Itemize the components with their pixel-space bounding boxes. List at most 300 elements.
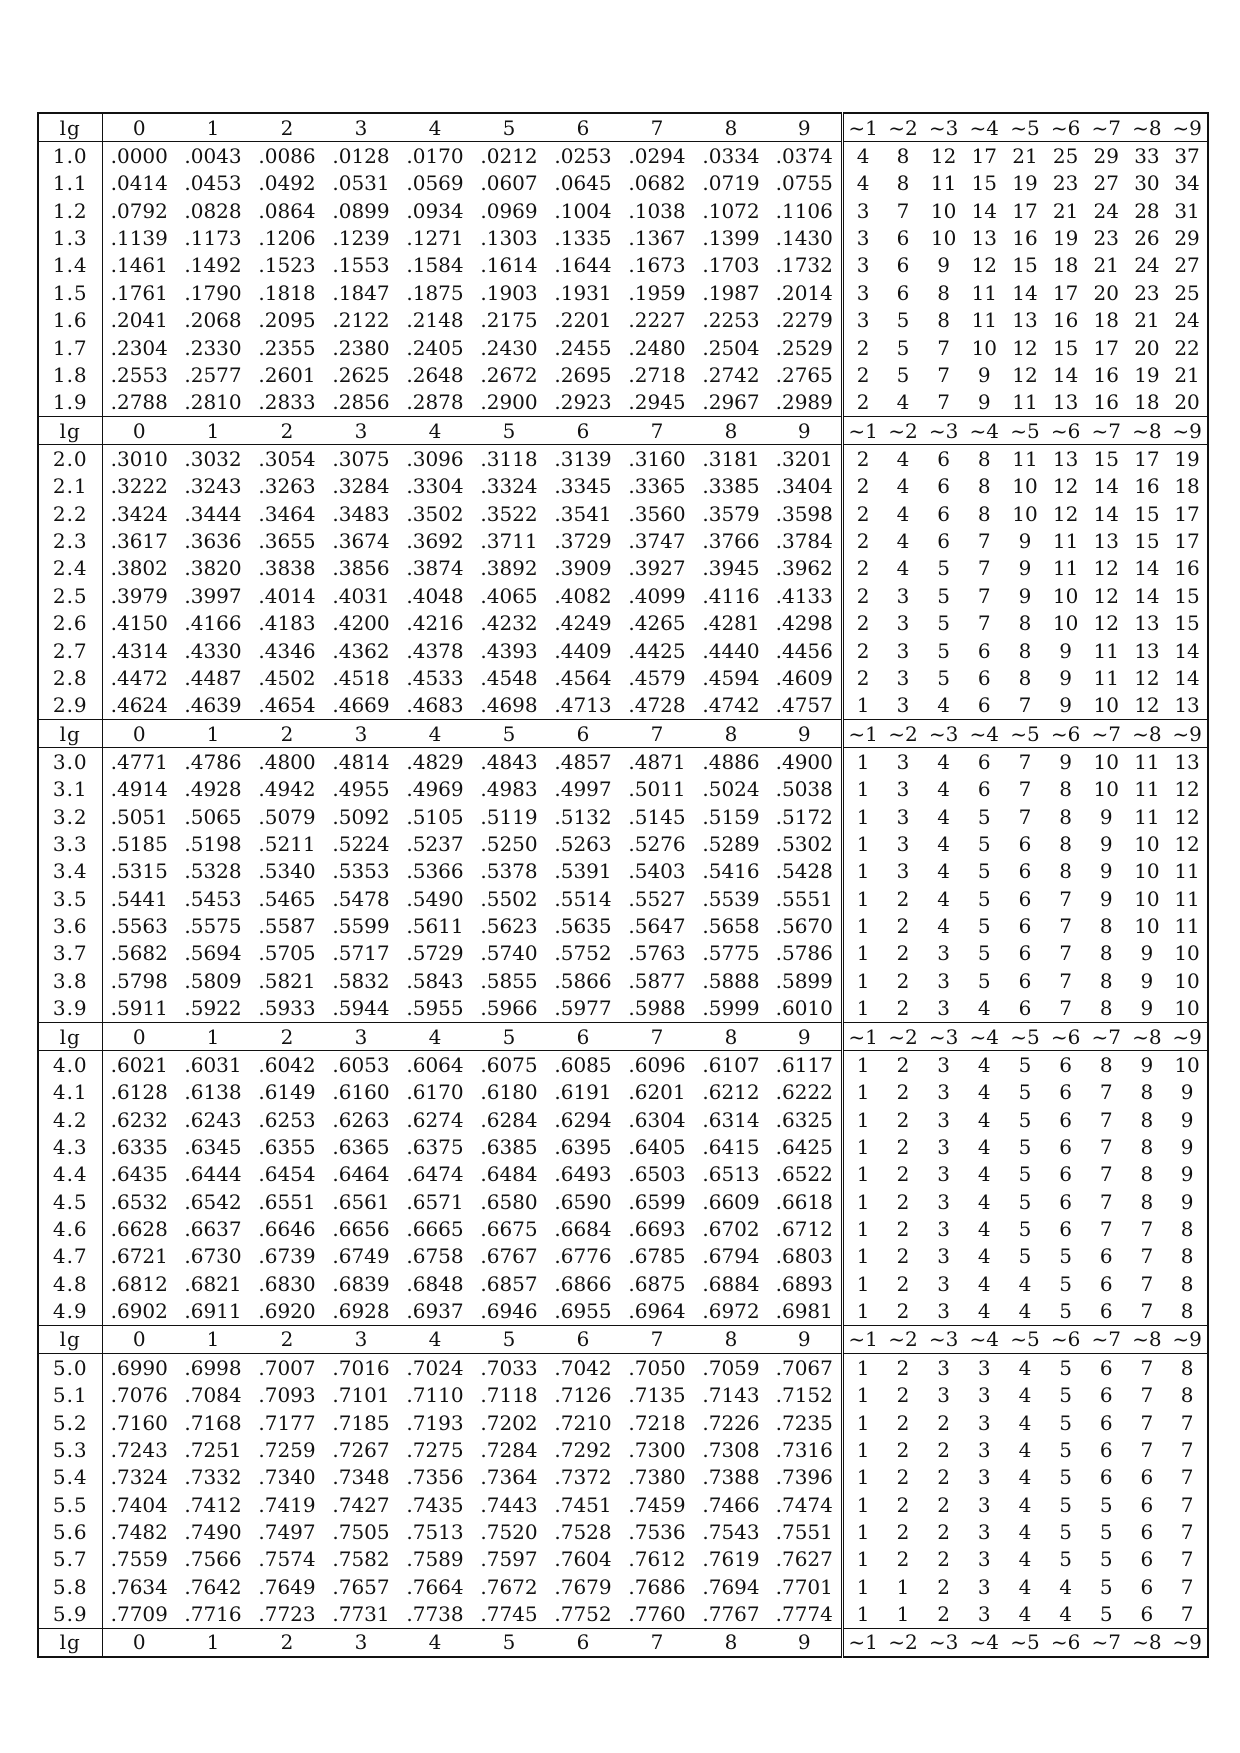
- mean-difference-cell: 23: [1093, 226, 1119, 251]
- header-row: [38, 416, 1208, 444]
- header-main-col: 0: [102, 719, 176, 747]
- mantissa-cell: .3997: [184, 583, 242, 608]
- mantissa-cell: .4579: [628, 665, 686, 690]
- mantissa-cell: .5428: [775, 859, 833, 884]
- mean-difference-cell: 4: [977, 1107, 991, 1132]
- mantissa-cell: .5478: [332, 886, 390, 911]
- header-diff-col: ~3: [923, 1628, 964, 1657]
- table-body: [38, 113, 1208, 1657]
- mantissa-cell: .4166: [184, 611, 242, 636]
- mean-difference-cell: 2: [842, 555, 883, 582]
- mean-difference-cell: 6: [1099, 1244, 1113, 1269]
- mantissa-cell: .2765: [775, 362, 833, 387]
- mantissa-cell: .3909: [554, 556, 612, 581]
- mantissa-cell: .4183: [258, 611, 316, 636]
- mean-difference-cell: 5: [1059, 1492, 1072, 1517]
- header-main-col: 0: [102, 113, 176, 142]
- mean-difference-cell: 10: [1134, 859, 1160, 884]
- mean-difference-cell: 19: [1052, 226, 1079, 251]
- mantissa-cell: .2405: [406, 335, 464, 360]
- mean-difference-cell: 1: [842, 1409, 883, 1436]
- mean-difference-cell: 4: [896, 501, 910, 526]
- mean-difference-cell: 2: [896, 1107, 910, 1132]
- mantissa-cell: .7752: [554, 1602, 612, 1627]
- mantissa-cell: .2577: [184, 362, 242, 387]
- mantissa-cell: .6365: [332, 1134, 390, 1159]
- table-row: [38, 473, 1208, 500]
- mean-difference-cell: 18: [1134, 390, 1160, 415]
- mean-difference-cell: 8: [1099, 914, 1113, 939]
- mean-difference-cell: 2: [896, 1134, 910, 1159]
- mantissa-cell: .5694: [184, 941, 242, 966]
- mean-difference-cell: 8: [1180, 1271, 1194, 1296]
- mean-difference-cell: 17: [1134, 446, 1160, 471]
- mantissa-cell: .4742: [702, 693, 760, 718]
- mean-difference-cell: 4: [842, 170, 883, 197]
- row-argument: 1.8: [38, 361, 102, 388]
- mantissa-cell: .3711: [480, 529, 538, 554]
- row-argument: 3.4: [38, 858, 102, 885]
- mean-difference-cell: 6: [1059, 1217, 1072, 1242]
- row-argument: 2.7: [38, 637, 102, 664]
- mantissa-cell: .2648: [406, 362, 464, 387]
- mantissa-cell: .2529: [775, 335, 833, 360]
- mantissa-cell: .2430: [480, 335, 538, 360]
- header-arg-label: lg: [38, 719, 102, 747]
- mean-difference-cell: 9: [1018, 556, 1032, 581]
- mantissa-cell: .2201: [554, 308, 612, 333]
- mantissa-cell: .5079: [258, 804, 316, 829]
- table-row: [38, 555, 1208, 582]
- row-argument: 3.8: [38, 967, 102, 994]
- header-main-col: 9: [768, 1325, 842, 1353]
- mantissa-cell: .7340: [258, 1465, 316, 1490]
- mantissa-cell: .3892: [480, 556, 538, 581]
- mantissa-cell: .2900: [480, 390, 538, 415]
- mantissa-cell: .6599: [628, 1189, 686, 1214]
- mean-difference-cell: 3: [896, 832, 910, 857]
- mantissa-cell: .1430: [775, 226, 833, 251]
- mean-difference-cell: 4: [937, 804, 950, 829]
- table-row: [38, 1243, 1208, 1270]
- mean-difference-cell: 13: [1134, 638, 1160, 663]
- header-diff-col: ~4: [964, 1022, 1005, 1050]
- mantissa-cell: .6998: [184, 1355, 242, 1380]
- mean-difference-cell: 16: [1052, 308, 1079, 333]
- mantissa-cell: .6646: [258, 1217, 316, 1242]
- mean-difference-cell: 2: [896, 1520, 910, 1544]
- mantissa-cell: .7160: [110, 1410, 168, 1435]
- mantissa-cell: .1732: [775, 253, 833, 278]
- mean-difference-cell: 21: [1093, 253, 1119, 278]
- mean-difference-cell: 6: [1140, 1465, 1154, 1490]
- mean-difference-cell: 2: [937, 1410, 950, 1435]
- mean-difference-cell: 8: [1180, 1383, 1194, 1408]
- mantissa-cell: .1584: [406, 253, 464, 278]
- mantissa-cell: .6304: [628, 1107, 686, 1132]
- mean-difference-cell: 12: [1134, 693, 1160, 718]
- mantissa-cell: .5775: [702, 941, 760, 966]
- mean-difference-cell: 7: [1140, 1217, 1154, 1242]
- mean-difference-cell: 1: [842, 1215, 883, 1242]
- mantissa-cell: .0755: [775, 171, 833, 196]
- mantissa-cell: .3692: [406, 529, 464, 554]
- mantissa-cell: .6160: [332, 1080, 390, 1105]
- mantissa-cell: .5051: [110, 804, 168, 829]
- mantissa-cell: .0719: [702, 171, 760, 196]
- mantissa-cell: .2041: [110, 308, 168, 333]
- mean-difference-cell: 12: [1012, 362, 1038, 387]
- mantissa-cell: .5353: [332, 859, 390, 884]
- mantissa-cell: .0864: [258, 198, 316, 223]
- header-diff-col: ~1: [842, 113, 883, 142]
- mean-difference-cell: 3: [937, 1217, 950, 1242]
- header-arg-label: lg: [38, 1325, 102, 1353]
- mantissa-cell: .4249: [554, 611, 612, 636]
- mean-difference-cell: 7: [1099, 1217, 1113, 1242]
- mantissa-cell: .3222: [110, 474, 168, 499]
- mantissa-cell: .4216: [406, 611, 464, 636]
- table-row: [38, 995, 1208, 1023]
- mean-difference-cell: 4: [842, 142, 883, 170]
- mantissa-cell: .5490: [406, 886, 464, 911]
- mantissa-cell: .5635: [554, 914, 612, 939]
- mantissa-cell: .3444: [184, 501, 242, 526]
- mean-difference-cell: 10: [1174, 1052, 1200, 1077]
- mantissa-cell: .7612: [628, 1547, 686, 1572]
- mean-difference-cell: 2: [896, 968, 910, 993]
- mean-difference-cell: 3: [896, 693, 910, 718]
- mean-difference-cell: 2: [896, 1547, 910, 1572]
- table-row: [38, 1409, 1208, 1436]
- mantissa-cell: .7642: [184, 1574, 242, 1599]
- header-main-col: 2: [250, 1022, 324, 1050]
- mantissa-cell: .6875: [628, 1271, 686, 1296]
- header-diff-col: ~1: [842, 1022, 883, 1050]
- mantissa-cell: .3729: [554, 529, 612, 554]
- mantissa-cell: .3820: [184, 556, 242, 581]
- mean-difference-cell: 27: [1174, 253, 1200, 278]
- mantissa-cell: .7372: [554, 1465, 612, 1490]
- header-main-col: 3: [324, 1022, 398, 1050]
- header-diff-col: ~4: [964, 416, 1005, 444]
- mantissa-cell: .7505: [332, 1520, 390, 1544]
- mean-difference-cell: 9: [1099, 886, 1113, 911]
- header-diff-col: ~1: [842, 1628, 883, 1657]
- mantissa-cell: .2304: [110, 335, 168, 360]
- mean-difference-cell: 3: [937, 996, 950, 1021]
- mean-difference-cell: 19: [1134, 362, 1160, 387]
- mantissa-cell: .4698: [480, 693, 538, 718]
- row-argument: 3.0: [38, 748, 102, 776]
- mean-difference-cell: 6: [937, 501, 950, 526]
- mean-difference-cell: 5: [1018, 1134, 1032, 1159]
- mean-difference-cell: 26: [1134, 226, 1160, 251]
- mantissa-cell: .7177: [258, 1410, 316, 1435]
- mantissa-cell: .6946: [480, 1299, 538, 1324]
- mean-difference-cell: 21: [1012, 144, 1038, 169]
- mantissa-cell: .5211: [258, 832, 316, 857]
- mean-difference-cell: 4: [1018, 1355, 1032, 1380]
- header-main-col: 4: [398, 1628, 472, 1657]
- mean-difference-cell: 8: [1018, 665, 1032, 690]
- mantissa-cell: .0414: [110, 171, 168, 196]
- mean-difference-cell: 1: [842, 1354, 883, 1382]
- mean-difference-cell: 21: [1174, 362, 1200, 387]
- mantissa-cell: .7348: [332, 1465, 390, 1490]
- mean-difference-cell: 18: [1174, 474, 1200, 499]
- header-main-col: 2: [250, 719, 324, 747]
- mantissa-cell: .6803: [775, 1244, 833, 1269]
- mean-difference-cell: 11: [1052, 529, 1079, 554]
- mean-difference-cell: 11: [1174, 914, 1200, 939]
- mean-difference-cell: 1: [842, 1106, 883, 1133]
- mantissa-cell: .4314: [110, 638, 168, 663]
- header-diff-col: ~8: [1127, 1628, 1168, 1657]
- mean-difference-cell: 8: [1059, 777, 1072, 802]
- mantissa-cell: .5752: [554, 941, 612, 966]
- row-argument: 5.4: [38, 1464, 102, 1491]
- mantissa-cell: .5038: [775, 777, 833, 802]
- mean-difference-cell: 7: [1099, 1189, 1113, 1214]
- mean-difference-cell: 10: [930, 226, 957, 251]
- header-diff-col: ~7: [1086, 1628, 1127, 1657]
- mantissa-cell: .3784: [775, 529, 833, 554]
- mantissa-cell: .4814: [332, 749, 390, 774]
- mean-difference-cell: 9: [977, 390, 991, 415]
- mantissa-cell: .6675: [480, 1217, 538, 1242]
- mean-difference-cell: 17: [1093, 335, 1119, 360]
- mantissa-cell: .7101: [332, 1383, 390, 1408]
- mantissa-cell: .7497: [258, 1520, 316, 1544]
- mean-difference-cell: 7: [977, 611, 991, 636]
- row-argument: 5.8: [38, 1573, 102, 1600]
- mean-difference-cell: 6: [1018, 968, 1032, 993]
- mean-difference-cell: 17: [1174, 501, 1200, 526]
- mantissa-cell: .3636: [184, 529, 242, 554]
- mean-difference-cell: 2: [937, 1437, 950, 1462]
- table-row: [38, 1161, 1208, 1188]
- header-diff-col: ~6: [1045, 1022, 1086, 1050]
- mantissa-cell: .7007: [258, 1355, 316, 1380]
- mean-difference-cell: 3: [977, 1437, 991, 1462]
- mean-difference-cell: 4: [896, 474, 910, 499]
- mean-difference-cell: 14: [1093, 501, 1119, 526]
- header-main-col: 1: [176, 1325, 250, 1353]
- mantissa-cell: .7474: [775, 1492, 833, 1517]
- mean-difference-cell: 6: [1018, 832, 1032, 857]
- mean-difference-cell: 9: [1018, 529, 1032, 554]
- header-diff-col: ~1: [842, 416, 883, 444]
- mantissa-cell: .6532: [110, 1189, 168, 1214]
- mean-difference-cell: 9: [1180, 1189, 1194, 1214]
- mean-difference-cell: 7: [1180, 1465, 1194, 1490]
- mantissa-cell: .5575: [184, 914, 242, 939]
- mantissa-cell: .5821: [258, 968, 316, 993]
- mantissa-cell: .5391: [554, 859, 612, 884]
- mean-difference-cell: 8: [1099, 968, 1113, 993]
- mantissa-cell: .4969: [406, 777, 464, 802]
- header-row: [38, 113, 1208, 142]
- mantissa-cell: .3075: [332, 446, 390, 471]
- mean-difference-cell: 5: [937, 638, 950, 663]
- mean-difference-cell: 2: [896, 1162, 910, 1187]
- mean-difference-cell: 3: [896, 665, 910, 690]
- header-diff-col: ~2: [883, 719, 924, 747]
- header-diff-col: ~4: [964, 1325, 1005, 1353]
- table-row: [38, 1188, 1208, 1215]
- mean-difference-cell: 5: [1059, 1547, 1072, 1572]
- mantissa-cell: .6758: [406, 1244, 464, 1269]
- mean-difference-cell: 10: [1093, 693, 1119, 718]
- mean-difference-cell: 23: [1134, 280, 1160, 305]
- mantissa-cell: .2856: [332, 390, 390, 415]
- mean-difference-cell: 9: [1140, 968, 1154, 993]
- mantissa-cell: .7745: [480, 1602, 538, 1627]
- mean-difference-cell: 19: [1012, 171, 1038, 196]
- mean-difference-cell: 2: [896, 1244, 910, 1269]
- mean-difference-cell: 13: [1012, 308, 1038, 333]
- mean-difference-cell: 9: [1059, 638, 1072, 663]
- mean-difference-cell: 5: [977, 886, 991, 911]
- mantissa-cell: .5877: [628, 968, 686, 993]
- row-argument: 1.1: [38, 170, 102, 197]
- header-diff-col: ~2: [883, 1022, 924, 1050]
- mean-difference-cell: 4: [1018, 1437, 1032, 1462]
- mantissa-cell: .5145: [628, 804, 686, 829]
- mean-difference-cell: 7: [1099, 1080, 1113, 1105]
- mean-difference-cell: 6: [1059, 1107, 1072, 1132]
- mean-difference-cell: 3: [937, 1080, 950, 1105]
- mantissa-cell: .7110: [406, 1383, 464, 1408]
- mantissa-cell: .2718: [628, 362, 686, 387]
- mantissa-cell: .4829: [406, 749, 464, 774]
- mantissa-cell: .3874: [406, 556, 464, 581]
- mean-difference-cell: 5: [1099, 1520, 1113, 1544]
- mean-difference-cell: 2: [842, 637, 883, 664]
- mean-difference-cell: 1: [842, 1573, 883, 1600]
- mantissa-cell: .4564: [554, 665, 612, 690]
- mean-difference-cell: 4: [937, 749, 950, 774]
- mean-difference-cell: 15: [1093, 446, 1119, 471]
- mantissa-cell: .6042: [258, 1052, 316, 1077]
- row-argument: 3.6: [38, 912, 102, 939]
- mantissa-cell: .2330: [184, 335, 242, 360]
- mantissa-cell: .6513: [702, 1162, 760, 1187]
- mantissa-cell: .5658: [702, 914, 760, 939]
- mean-difference-cell: 1: [842, 1079, 883, 1106]
- mean-difference-cell: 2: [896, 1217, 910, 1242]
- mean-difference-cell: 10: [1134, 886, 1160, 911]
- mean-difference-cell: 9: [1180, 1134, 1194, 1159]
- mean-difference-cell: 6: [1099, 1465, 1113, 1490]
- mantissa-cell: .6075: [480, 1052, 538, 1077]
- mean-difference-cell: 1: [842, 1161, 883, 1188]
- mean-difference-cell: 9: [1059, 749, 1072, 774]
- mean-difference-cell: 7: [977, 556, 991, 581]
- mean-difference-cell: 11: [1134, 749, 1160, 774]
- mean-difference-cell: 7: [1018, 777, 1032, 802]
- mantissa-cell: .5955: [406, 996, 464, 1021]
- header-main-col: 8: [694, 1022, 768, 1050]
- mean-difference-cell: 6: [977, 665, 991, 690]
- header-main-col: 6: [546, 1022, 620, 1050]
- mantissa-cell: .1367: [628, 226, 686, 251]
- row-argument: 2.6: [38, 609, 102, 636]
- mantissa-cell: .7308: [702, 1437, 760, 1462]
- header-main-col: 4: [398, 113, 472, 142]
- mean-difference-cell: 3: [937, 1189, 950, 1214]
- mean-difference-cell: 3: [842, 279, 883, 306]
- mantissa-cell: .2695: [554, 362, 612, 387]
- mantissa-cell: .3304: [406, 474, 464, 499]
- mantissa-cell: .7597: [480, 1547, 538, 1572]
- table-row: [38, 1051, 1208, 1079]
- header-diff-col: ~8: [1127, 719, 1168, 747]
- mean-difference-cell: 3: [937, 968, 950, 993]
- header-main-col: 8: [694, 1628, 768, 1657]
- mantissa-cell: .3945: [702, 556, 760, 581]
- mean-difference-cell: 9: [1180, 1080, 1194, 1105]
- mean-difference-cell: 3: [842, 252, 883, 279]
- header-main-col: 5: [472, 416, 546, 444]
- mantissa-cell: .1523: [258, 253, 316, 278]
- mantissa-cell: .7738: [406, 1602, 464, 1627]
- mean-difference-cell: 4: [937, 886, 950, 911]
- mantissa-cell: .3541: [554, 501, 612, 526]
- mean-difference-cell: 21: [1052, 198, 1079, 223]
- header-diff-col: ~6: [1045, 416, 1086, 444]
- mantissa-cell: .5159: [702, 804, 760, 829]
- header-main-col: 5: [472, 1022, 546, 1050]
- mantissa-cell: .4281: [702, 611, 760, 636]
- mantissa-cell: .7016: [332, 1355, 390, 1380]
- table-row: [38, 527, 1208, 554]
- mantissa-cell: .7118: [480, 1383, 538, 1408]
- mean-difference-cell: 3: [896, 638, 910, 663]
- row-argument: 1.4: [38, 252, 102, 279]
- mean-difference-cell: 7: [1180, 1437, 1194, 1462]
- mean-difference-cell: 2: [842, 445, 883, 473]
- row-argument: 3.2: [38, 803, 102, 830]
- mantissa-cell: .7694: [702, 1574, 760, 1599]
- mantissa-cell: .1875: [406, 280, 464, 305]
- mean-difference-cell: 12: [1052, 501, 1079, 526]
- row-argument: 1.5: [38, 279, 102, 306]
- mean-difference-cell: 7: [1140, 1410, 1154, 1435]
- mean-difference-cell: 3: [896, 804, 910, 829]
- mean-difference-cell: 4: [1059, 1574, 1072, 1599]
- mean-difference-cell: 5: [977, 941, 991, 966]
- mantissa-cell: .4548: [480, 665, 538, 690]
- mean-difference-cell: 18: [1052, 253, 1079, 278]
- mantissa-cell: .1335: [554, 226, 612, 251]
- mantissa-cell: .6902: [110, 1299, 168, 1324]
- mantissa-cell: .5185: [110, 832, 168, 857]
- mantissa-cell: .7459: [628, 1492, 686, 1517]
- mantissa-cell: .5105: [406, 804, 464, 829]
- mean-difference-cell: 10: [1012, 501, 1038, 526]
- mantissa-cell: .6551: [258, 1189, 316, 1214]
- mean-difference-cell: 1: [842, 1188, 883, 1215]
- mean-difference-cell: 7: [977, 529, 991, 554]
- mean-difference-cell: 6: [1099, 1410, 1113, 1435]
- mantissa-cell: .3181: [702, 446, 760, 471]
- mantissa-cell: .0086: [258, 144, 316, 169]
- mantissa-cell: .5717: [332, 941, 390, 966]
- mean-difference-cell: 11: [1052, 556, 1079, 581]
- header-diff-col: ~5: [1005, 1022, 1046, 1050]
